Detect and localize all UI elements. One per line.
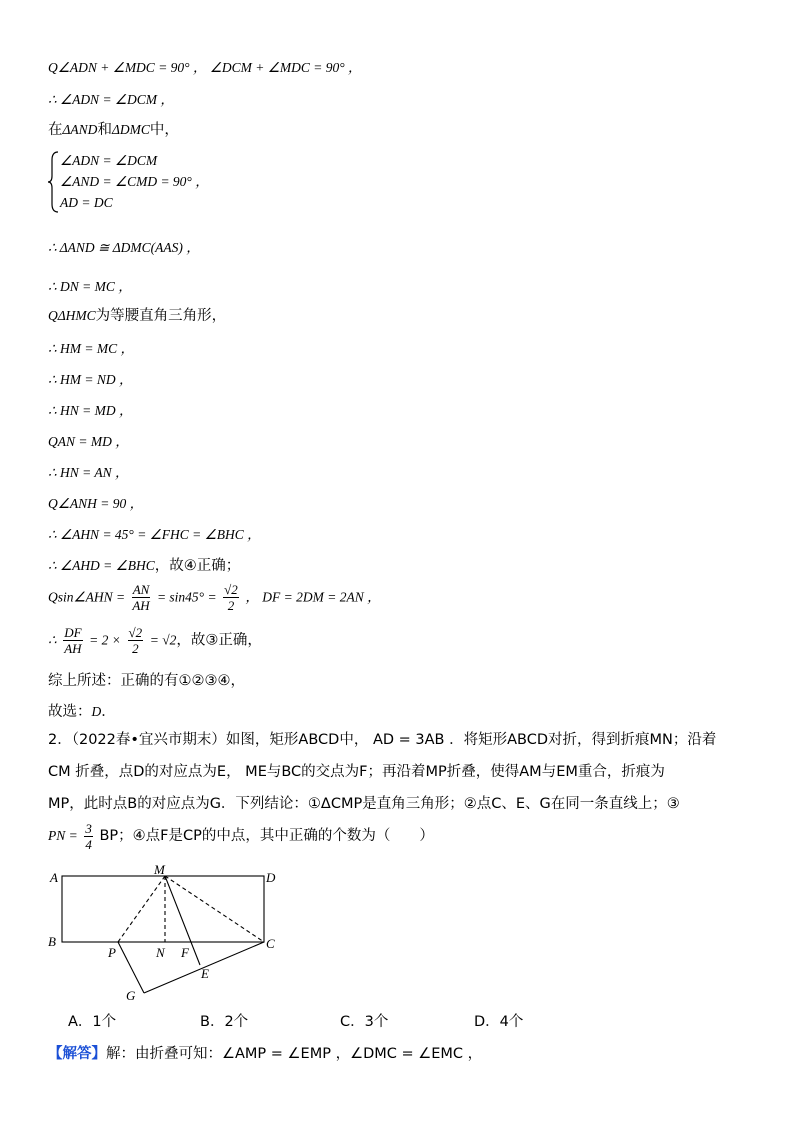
answer-text: 解：由折叠可知：∠AMP = ∠EMP ，∠DMC = ∠EMC ， xyxy=(106,1046,483,1062)
solution-line-18: 综上所述：正确的有①②③④， xyxy=(48,673,245,689)
label-p: P xyxy=(108,945,116,960)
solution-line-6: ∴ DN = MC ， xyxy=(48,279,132,294)
solution-line-14: ∴ ∠AHN = 45° = ∠FHC = ∠BHC ， xyxy=(48,527,261,542)
label-n: N xyxy=(156,945,165,960)
option-a: A．1个 xyxy=(68,1014,117,1030)
label-b: B xyxy=(48,934,56,949)
geometry-figure xyxy=(40,862,290,1007)
solution-line-17: ∴ $\frac{DF}{AH}$ = 2 × $\frac{√2}{2}$ = √2，故③正确， xyxy=(48,625,262,656)
fold-line-mc xyxy=(165,876,264,942)
fraction-an-ah: $\frac{AN}{AH}$ xyxy=(132,582,150,613)
left-brace-icon xyxy=(48,150,60,214)
option-b: B．2个 xyxy=(200,1014,249,1030)
problem-line-3: MP，此时点B的对应点为G．下列结论：①ΔCMP是直角三角形；②点C、E、G在同一条直线上；③ xyxy=(48,796,680,812)
label-d: D xyxy=(266,870,276,885)
problem-statement xyxy=(48,724,778,852)
fraction-sqrt2-2: $\frac{√2}{2}$ xyxy=(224,582,238,613)
solution-line-5: ∴ ΔAND ≅ ΔDMC(AAS) ， xyxy=(48,240,200,255)
solution-line-19: 故选：D． xyxy=(48,704,116,720)
answer-tag: 【解答】 xyxy=(48,1046,106,1062)
fraction-3-4: $\frac{3}{4}$ xyxy=(85,820,92,852)
rectangle-abcd xyxy=(62,876,264,942)
solution-line-3: 在ΔAND和ΔDMC中， xyxy=(48,122,179,138)
fold-line-mp xyxy=(118,876,165,942)
solution-line-16: Qsin∠AHN = $\frac{AN}{AH}$ = sin45° = $\frac{√2}{2}$ ， DF = 2DM = 2AN ， xyxy=(48,582,381,613)
system-row-1: ∠ADN = ∠DCM xyxy=(60,153,158,168)
solution-line-10: ∴ HN = MD ， xyxy=(48,403,133,418)
system-row-2: ∠AND = ∠CMD = 90° ， xyxy=(60,174,209,189)
system-row-3: AD = DC xyxy=(60,195,113,210)
option-c: C．3个 xyxy=(340,1014,389,1030)
solution-line-15: ∴ ∠AHD = ∠BHC，故④正确； xyxy=(48,558,241,574)
answer-line xyxy=(48,1042,482,1063)
label-f: F xyxy=(181,945,189,960)
solution-line-2: ∴ ∠ADN = ∠DCM ， xyxy=(48,92,174,107)
solution-line-8: ∴ HM = MC ， xyxy=(48,341,134,356)
fraction-df-ah: $\frac{DF}{AH}$ xyxy=(64,625,82,656)
problem-line-4: PN = $\frac{3}{4}$ BP；④点F是CP的中点，其中正确的个数为（ ） xyxy=(48,820,434,852)
solution-line-11: QAN = MD ， xyxy=(48,434,129,449)
label-m: M xyxy=(154,862,165,877)
option-d: D．4个 xyxy=(474,1014,524,1030)
fraction-sqrt2-2-b: $\frac{√2}{2}$ xyxy=(128,625,143,656)
problem-line-1: 2．（2022春•宜兴市期末）如图，矩形ABCD中， AD = 3AB ．将矩形ABCD对折，得到折痕MN；沿着 xyxy=(48,732,717,748)
label-g: G xyxy=(126,988,136,1003)
label-a: A xyxy=(50,870,58,885)
solution-line-1: Q∠ADN + ∠MDC = 90° ， ∠DCM + ∠MDC = 90° ， xyxy=(48,60,362,75)
segment-pg xyxy=(118,942,144,993)
label-e: E xyxy=(201,966,209,981)
solution-line-9: ∴ HM = ND ， xyxy=(48,372,133,387)
label-c: C xyxy=(266,936,275,951)
solution-line-13: Q∠ANH = 90 ， xyxy=(48,496,144,511)
solution-line-12: ∴ HN = AN ， xyxy=(48,465,129,480)
solution-line-7: QΔHMC为等腰直角三角形， xyxy=(48,308,227,324)
problem-line-2: CM 折叠，点D的对应点为E， ME与BC的交点为F；再沿着MP折叠，使得AM与EM重合，折痕为 xyxy=(48,764,665,780)
